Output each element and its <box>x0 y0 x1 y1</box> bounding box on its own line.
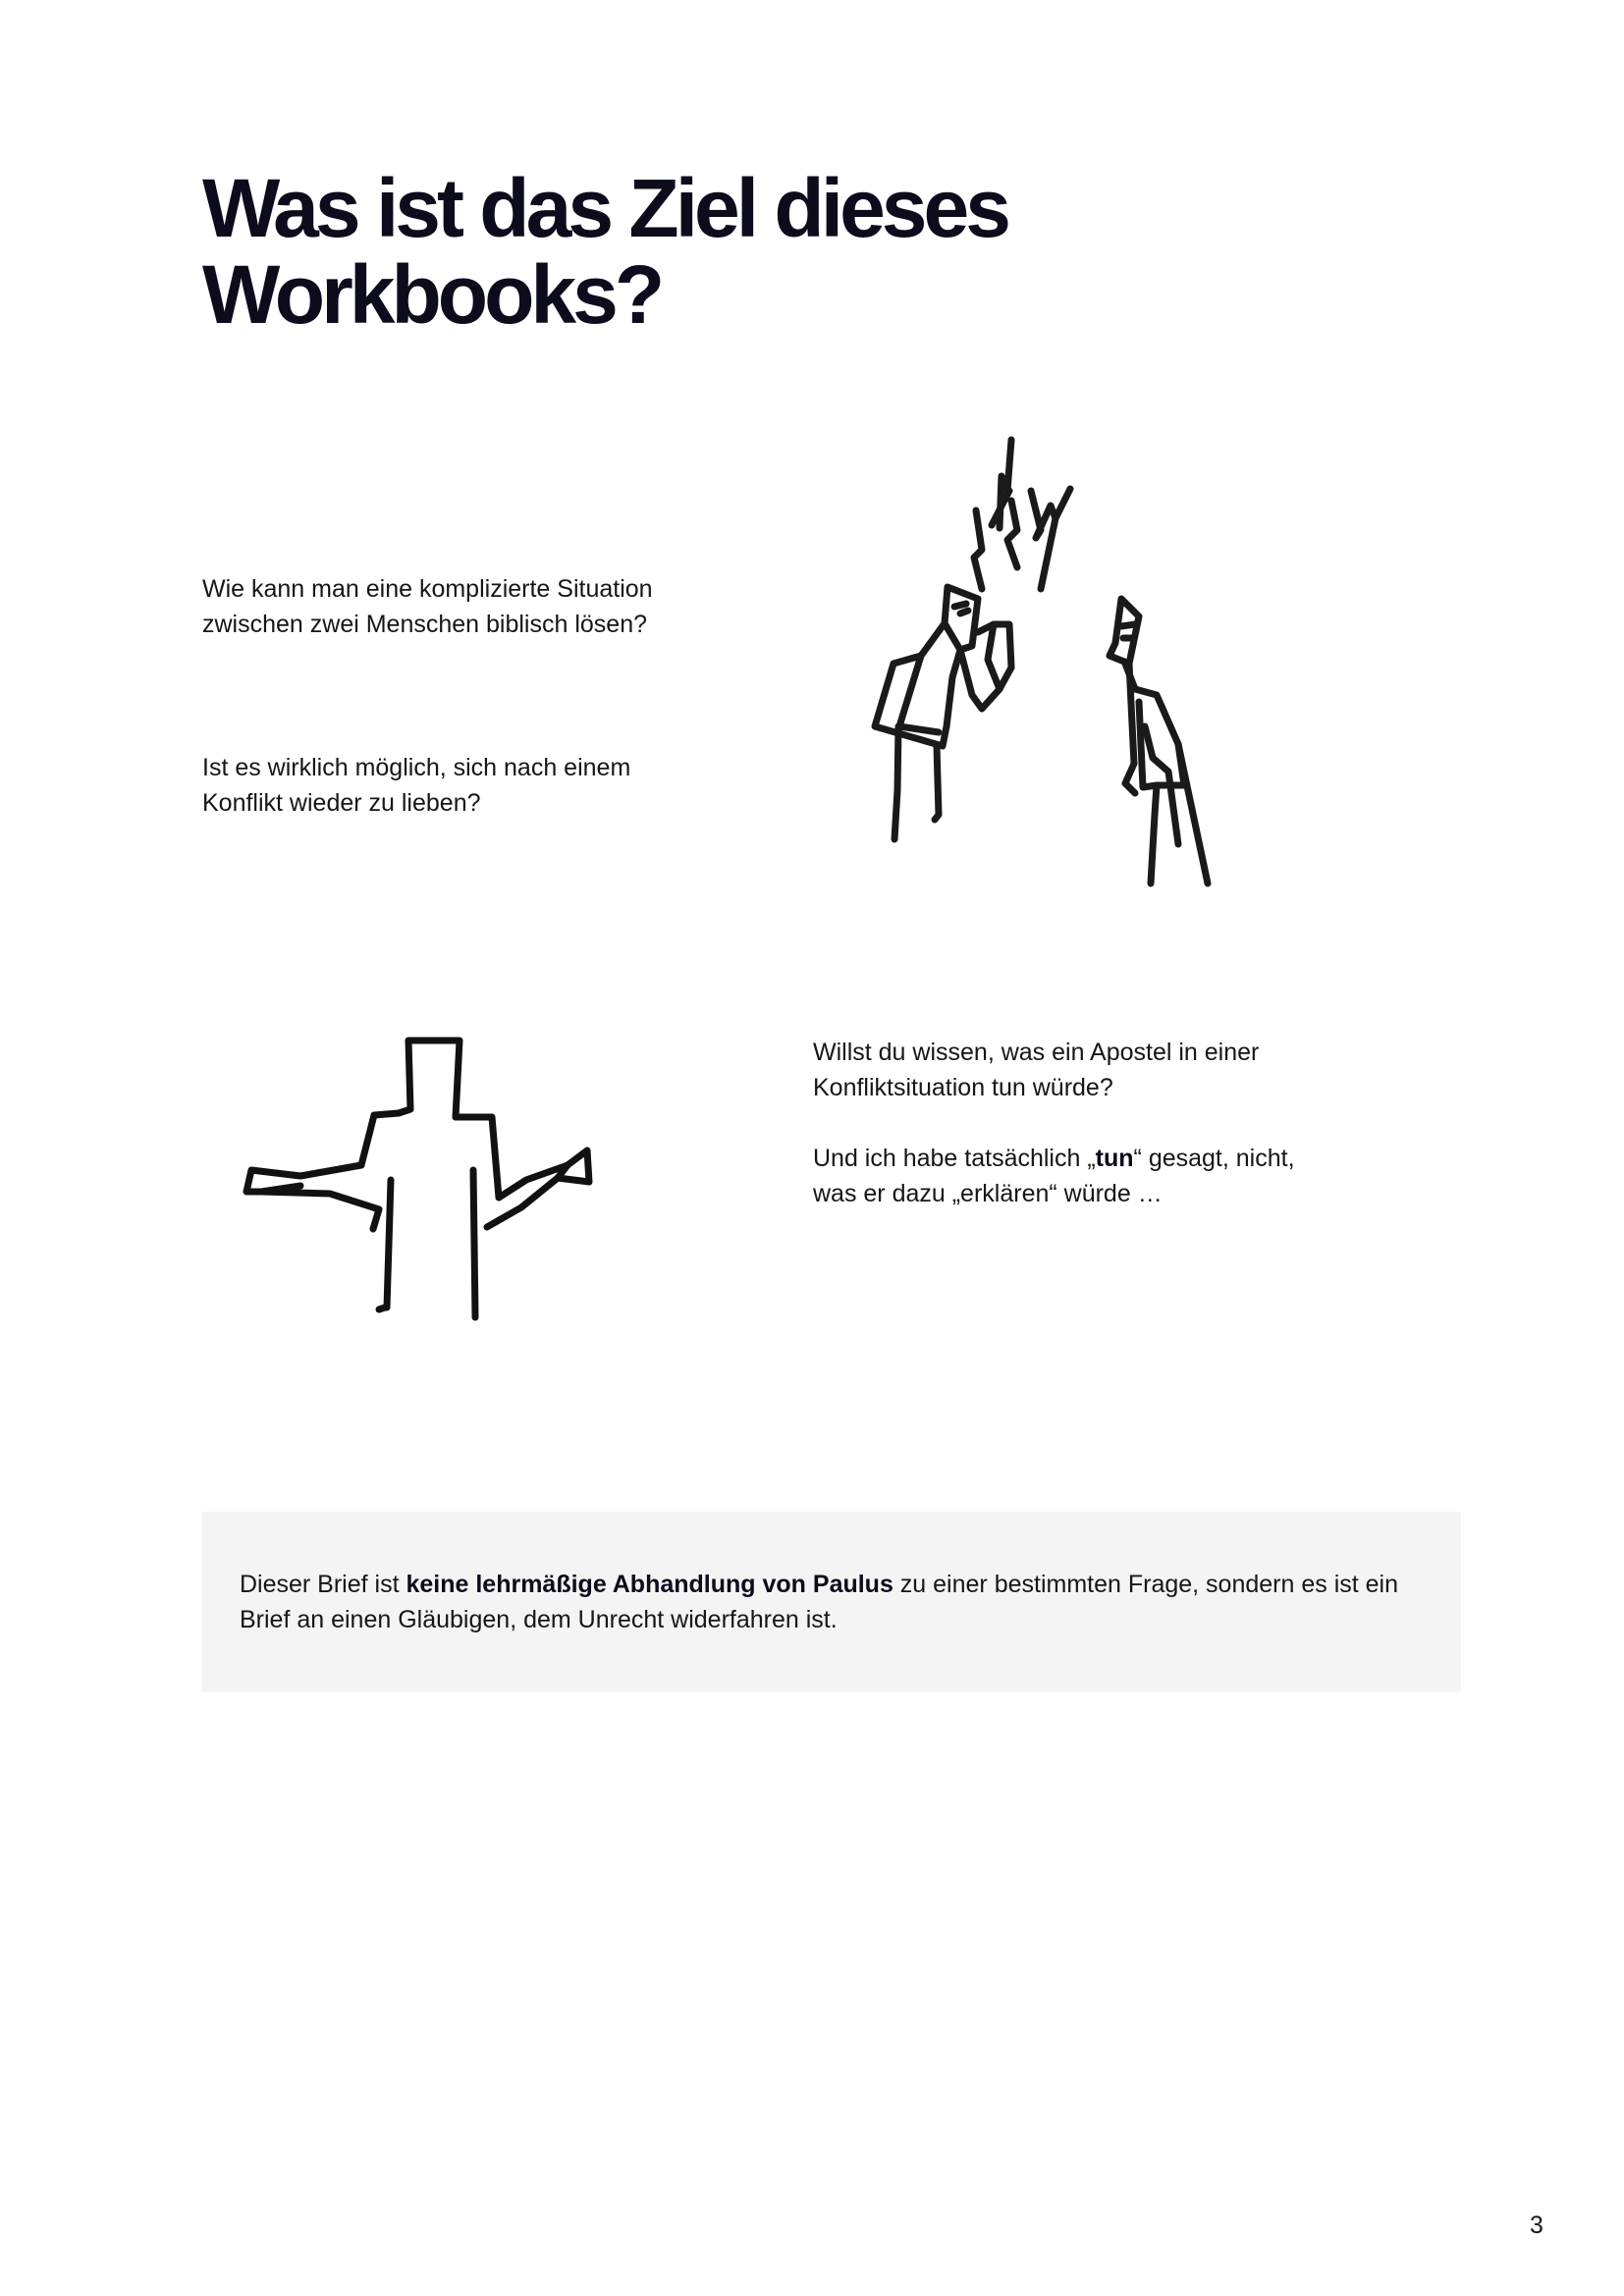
callout-pre: Dieser Brief ist <box>240 1571 406 1598</box>
question2-line-2: Konflikt wieder zu lieben? <box>202 789 481 817</box>
callout-text <box>240 1567 1398 1637</box>
callout-line-2: Brief an einen Gläubigen, dem Unrecht widerfahren ist. <box>240 1606 838 1633</box>
apostle-emphasis-tun: tun <box>1095 1145 1134 1172</box>
person-shrugging-illustration <box>242 1033 605 1327</box>
callout-emphasis: keine lehrmäßige Abhandlung von Paulus <box>406 1571 893 1598</box>
apostle-line-1: Willst du wissen, was ein Apostel in einer <box>813 1039 1260 1066</box>
apostle-line-2: Konfliktsituation tun würde? <box>813 1074 1113 1101</box>
title-line-2: Workbooks? <box>202 248 662 341</box>
callout-box <box>202 1512 1461 1692</box>
apostle-line-4: was er dazu „erklären“ würde … <box>813 1180 1163 1207</box>
question2-line-1: Ist es wirklich möglich, sich nach einem <box>202 754 631 781</box>
callout-post: zu einer bestimmten Frage, sondern es ist ein <box>893 1571 1398 1598</box>
page-number: 3 <box>1530 2212 1543 2239</box>
page-title <box>202 162 1380 341</box>
title-line-1: Was ist das Ziel dieses <box>202 162 1007 254</box>
apostle-line-3-pre: Und ich habe tatsächlich „ <box>813 1145 1096 1172</box>
question1-line-1: Wie kann man eine komplizierte Situation <box>202 575 653 603</box>
apostle-paragraph <box>813 1035 1295 1211</box>
apostle-line-3-post: “ gesagt, nicht, <box>1133 1145 1295 1172</box>
question1-line-2: zwischen zwei Menschen biblisch lösen? <box>202 611 648 638</box>
callout-line-1 <box>240 1567 1398 1602</box>
two-people-arguing-illustration <box>844 432 1227 923</box>
question-complicated-situation <box>202 571 653 642</box>
apostle-blank-line <box>813 1105 1295 1141</box>
apostle-line-3 <box>813 1141 1295 1176</box>
question-love-after-conflict <box>202 750 630 821</box>
